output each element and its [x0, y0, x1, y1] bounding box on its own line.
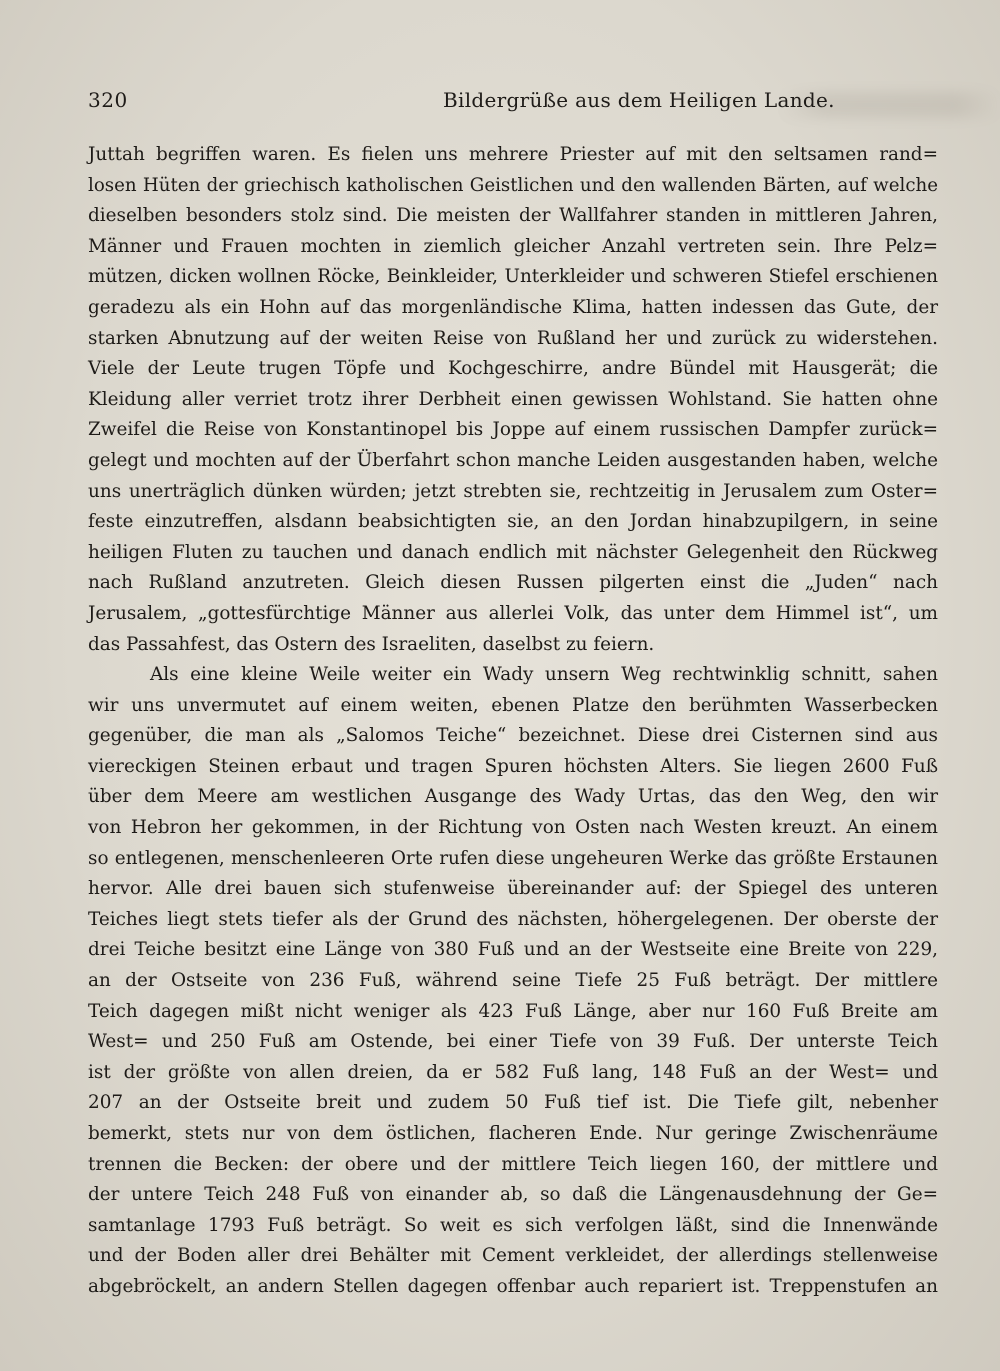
text-line: heiligen Fluten zu tauchen und danach endlich mit nächster Gelegenheit den Rückweg	[88, 541, 938, 563]
text-line: Juttah begriffen waren. Es fielen uns mehrere Priester auf mit den seltsamen rand=	[88, 144, 938, 165]
text-line: uns unerträglich dünken würden; jetzt strebten sie, rechtzeitig in Jerusalem zum Oster=	[88, 480, 938, 502]
body-text	[88, 140, 938, 1303]
text-line: Zweifel die Reise von Konstantinopel bis Joppe auf einem russischen Dampfer zurück=	[88, 419, 938, 441]
text-line: gelegt und mochten auf der Überfahrt schon manche Leiden ausgestanden haben, welche	[88, 449, 938, 471]
text-line: Kleidung aller verriet trotz ihrer Derbheit einen gewissen Wohlstand. Sie hatten ohne	[88, 388, 938, 410]
text-line: losen Hüten der griechisch katholischen Geistlichen und den wallenden Bärten, auf welche	[88, 174, 938, 196]
text-line: nach Rußland anzutreten. Gleich diesen Russen pilgerten einst die „Juden“ nach	[88, 572, 938, 594]
text-line: bemerkt, stets nur von dem östlichen, flacheren Ende. Nur geringe Zwischenräume	[88, 1123, 938, 1144]
text-line: geradezu als ein Hohn auf das morgenländische Klima, hatten indessen das Gute, der	[88, 296, 938, 318]
text-line: ist der größte von allen dreien, da er 582 Fuß lang, 148 Fuß an der West= und	[88, 1061, 938, 1083]
text-line: von Hebron her gekommen, in der Richtung von Osten nach Westen kreuzt. An einem	[88, 817, 938, 839]
text-line: der untere Teich 248 Fuß von einander ab, so daß die Längenausdehnung der Ge=	[88, 1184, 938, 1206]
text-line: dieselben besonders stolz sind. Die meisten der Wallfahrer standen in mittleren Jahren,	[88, 205, 938, 227]
text-line: 207 an der Ostseite breit und zudem 50 Fuß tief ist. Die Tiefe gilt, nebenher	[88, 1092, 938, 1114]
text-line: über dem Meere am westlichen Ausgange des Wady Urtas, das den Weg, den wir	[88, 786, 938, 808]
text-line: feste einzutreffen, alsdann beabsichtigten sie, an den Jordan hinabzupilgern, in seine	[88, 511, 938, 533]
text-line: viereckigen Steinen erbaut und tragen Spuren höchsten Alters. Sie liegen 2600 Fuß	[88, 755, 938, 777]
text-line: Viele der Leute trugen Töpfe und Kochgeschirre, andre Bündel mit Hausgerät; die	[88, 358, 938, 380]
paragraph-2	[88, 660, 938, 1302]
text-line: trennen die Becken: der obere und der mittlere Teich liegen 160, der mittlere und	[88, 1153, 938, 1175]
text-line: Teiches liegt stets tiefer als der Grund des nächsten, höhergelegenen. Der oberste der	[88, 908, 938, 930]
text-line: abgebröckelt, an andern Stellen dagegen offenbar auch repariert ist. Treppenstufen an	[88, 1275, 938, 1297]
text-line: drei Teiche besitzt eine Länge von 380 Fuß und an der Westseite eine Breite von 229,	[88, 939, 938, 961]
text-line: gegenüber, die man als „Salomos Teiche“ bezeichnet. Diese drei Cisternen sind aus	[88, 725, 938, 747]
text-line: Männer und Frauen mochten in ziemlich gleicher Anzahl vertreten sein. Ihre Pelz=	[88, 235, 938, 257]
text-line: hervor. Alle drei bauen sich stufenweise übereinander auf: der Spiegel des unteren	[88, 878, 938, 900]
text-line: Jerusalem, „gottesfürchtige Männer aus allerlei Volk, das unter dem Himmel ist“, um	[88, 602, 938, 624]
text-line: wir uns unvermutet auf einem weiten, ebenen Platze den berühmten Wasserbecken	[88, 694, 938, 716]
text-line: so entlegenen, menschenleeren Orte rufen diese ungeheuren Werke das größte Erstaunen	[88, 847, 938, 869]
text-line: starken Abnutzung auf der weiten Reise von Rußland her und zurück zu widerstehen.	[88, 327, 938, 349]
text-line: das Passahfest, das Ostern des Israeliten, daselbst zu feiern.	[88, 633, 655, 655]
text-line: und der Boden aller drei Behälter mit Cement verkleidet, der allerdings stellenweise	[88, 1245, 938, 1267]
text-line: mützen, dicken wollnen Röcke, Beinkleider, Unterkleider und schweren Stiefel erschienen	[88, 266, 938, 288]
running-head: Bildergrüße aus dem Heiligen Lande.	[443, 88, 835, 112]
page-header	[88, 88, 938, 118]
page-number: 320	[88, 88, 128, 112]
text-line: Teich dagegen mißt nicht weniger als 423 Fuß Länge, aber nur 160 Fuß Breite am	[88, 1000, 938, 1022]
paragraph-1	[88, 140, 938, 660]
text-line: samtanlage 1793 Fuß beträgt. So weit es sich verfolgen läßt, sind die Innenwände	[88, 1214, 938, 1236]
text-line: an der Ostseite von 236 Fuß, während seine Tiefe 25 Fuß beträgt. Der mittlere	[88, 970, 938, 992]
text-line: West= und 250 Fuß am Ostende, bei einer Tiefe von 39 Fuß. Der unterste Teich	[88, 1031, 938, 1053]
text-line: Als eine kleine Weile weiter ein Wady unsern Weg rechtwinklig schnitt, sahen	[150, 664, 938, 686]
